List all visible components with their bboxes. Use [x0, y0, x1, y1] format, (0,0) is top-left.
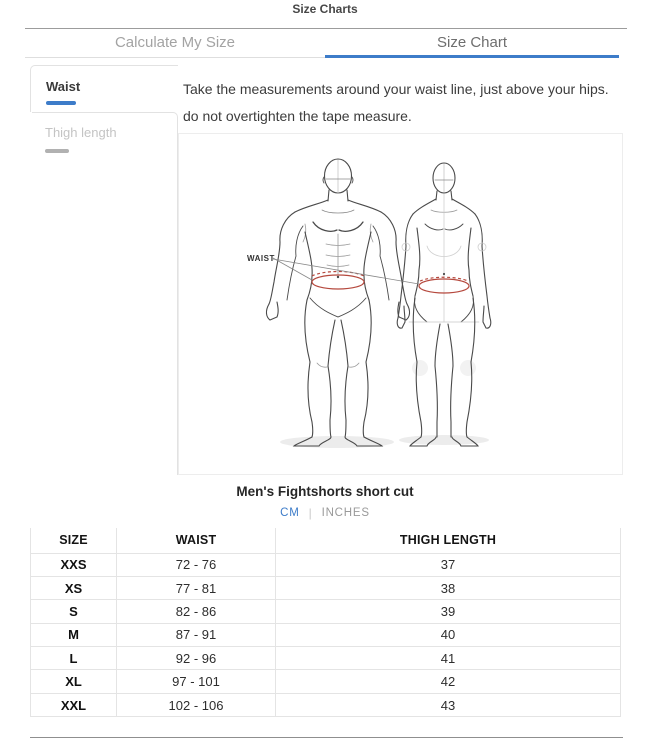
unit-toggle	[0, 506, 650, 520]
bottom-divider	[30, 737, 623, 738]
thigh-length-value: 42	[276, 670, 621, 693]
table-row	[31, 553, 621, 576]
waist-value: 87 - 91	[117, 623, 276, 646]
size-value: L	[31, 647, 117, 670]
thigh-length-value: 38	[276, 576, 621, 599]
table-row	[31, 647, 621, 670]
col-header-thigh-length: THIGH LENGTH	[276, 528, 621, 553]
tab-calculate-my-size[interactable]: Calculate My Size	[25, 34, 325, 58]
sidebar-item-thigh-length-label: Thigh length	[45, 125, 117, 140]
size-table	[30, 528, 621, 717]
active-indicator-bar	[46, 101, 76, 105]
thigh-length-value: 37	[276, 553, 621, 576]
unit-cm-button[interactable]: CM	[280, 507, 300, 519]
size-value: S	[31, 600, 117, 623]
thigh-length-value: 41	[276, 647, 621, 670]
unit-inches-button[interactable]: INCHES	[321, 507, 370, 519]
table-header-row	[31, 528, 621, 553]
waist-value: 102 - 106	[117, 693, 276, 716]
size-value: XXL	[31, 693, 117, 716]
table-row	[31, 600, 621, 623]
waist-value: 92 - 96	[117, 647, 276, 670]
size-value: XL	[31, 670, 117, 693]
waist-value: 72 - 76	[117, 553, 276, 576]
thigh-length-value: 40	[276, 623, 621, 646]
sidebar-item-thigh-length[interactable]	[32, 112, 178, 475]
tab-bar	[25, 34, 619, 58]
table-row	[31, 693, 621, 716]
table-row	[31, 623, 621, 646]
waist-callout-label: WAIST	[247, 254, 275, 263]
body-figure-illustration	[179, 134, 622, 474]
figure-panel	[178, 133, 623, 475]
tab-size-chart[interactable]: Size Chart	[325, 34, 619, 58]
size-value: M	[31, 623, 117, 646]
unit-separator: |	[308, 506, 313, 520]
measurement-instruction: Take the measurements around your waist line, just above your hips. do not overtighten the tape measure.	[183, 81, 609, 124]
size-value: XS	[31, 576, 117, 599]
table-row	[31, 670, 621, 693]
sidebar-item-waist[interactable]	[30, 65, 178, 112]
thigh-length-value: 39	[276, 600, 621, 623]
waist-value: 77 - 81	[117, 576, 276, 599]
thigh-length-value: 43	[276, 693, 621, 716]
page-title: Size Charts	[292, 2, 358, 16]
chart-caption: Men's Fightshorts short cut	[236, 484, 414, 499]
waist-value: 82 - 86	[117, 600, 276, 623]
waist-value: 97 - 101	[117, 670, 276, 693]
size-value: XXS	[31, 553, 117, 576]
col-header-size: SIZE	[31, 528, 117, 553]
top-divider	[25, 28, 627, 29]
col-header-waist: WAIST	[117, 528, 276, 553]
inactive-indicator-bar	[45, 149, 69, 153]
sidebar-item-waist-label: Waist	[46, 79, 81, 94]
table-row	[31, 576, 621, 599]
